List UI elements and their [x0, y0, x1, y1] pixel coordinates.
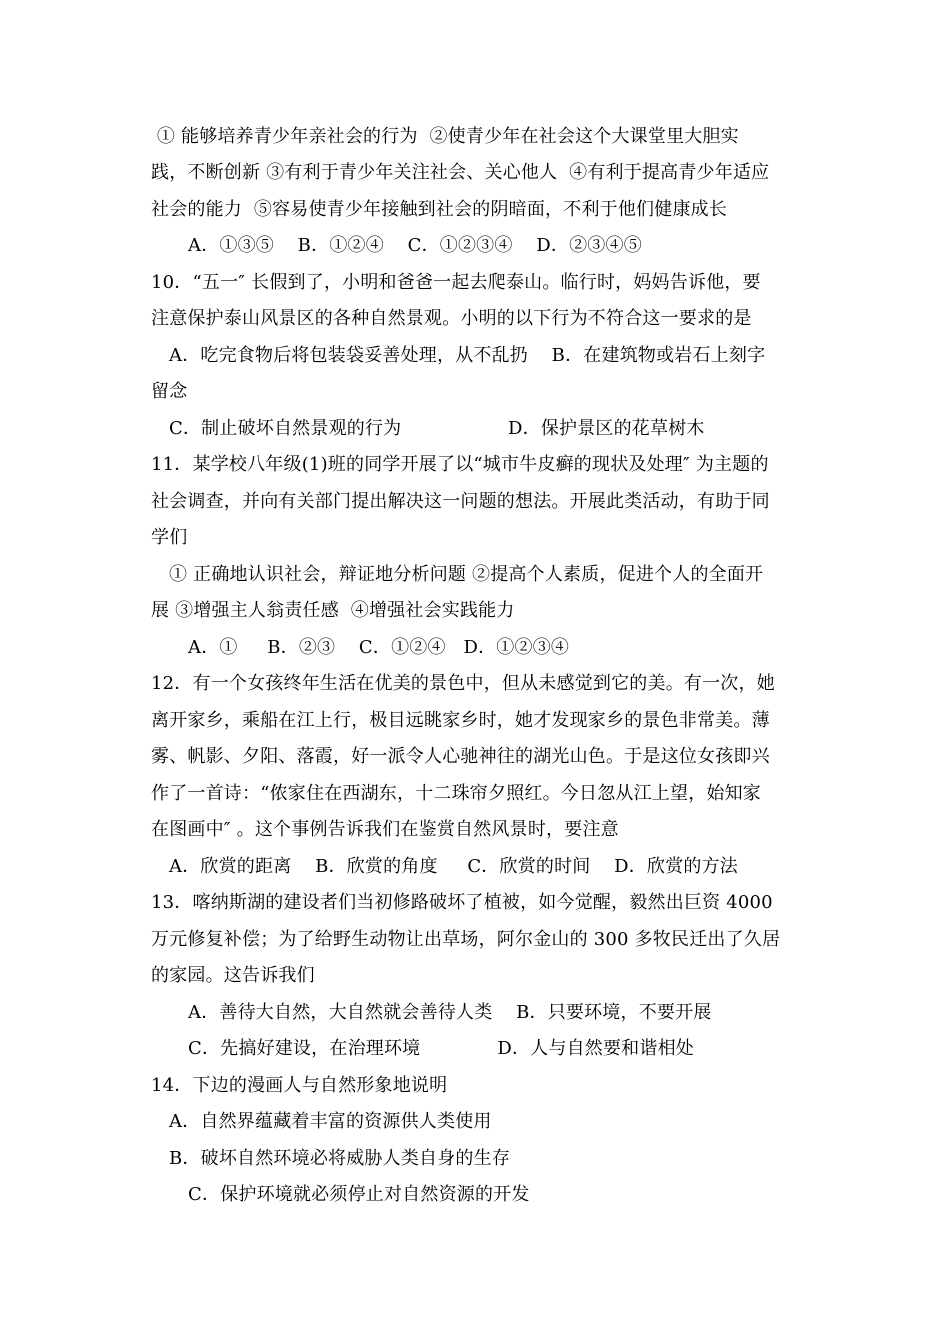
text-line: 12．有一个女孩终年生活在优美的景色中，但从未感觉到它的美。有一次，她	[151, 673, 775, 694]
text-line: 展 ③增强主人翁责任感 ④增强社会实践能力	[151, 600, 515, 621]
text-line: 作了一首诗：“侬家住在西湖东，十二珠帘夕照红。今日忽从江上望，始知家	[151, 783, 761, 804]
text-line: C．保护环境就必须停止对自然资源的开发	[188, 1184, 530, 1205]
text-line: ① 能够培养青少年亲社会的行为 ②使青少年在社会这个大课堂里大胆实	[151, 126, 739, 147]
text-line: 留念	[151, 381, 188, 402]
text-line: 践，不断创新 ③有利于青少年关注社会、关心他人 ④有利于提高青少年适应	[151, 162, 770, 183]
text-line: 14．下边的漫画人与自然形象地说明	[151, 1075, 448, 1096]
text-line: A．①③⑤ B．①②④ C．①②③④ D．②③④⑤	[188, 235, 642, 256]
text-line: A．欣赏的距离 B．欣赏的角度 C．欣赏的时间 D．欣赏的方法	[169, 856, 739, 877]
text-line: 学们	[151, 527, 188, 548]
text-line: B．破坏自然环境必将威胁人类自身的生存	[169, 1148, 511, 1169]
text-line: 社会的能力 ⑤容易使青少年接触到社会的阴暗面，不利于他们健康成长	[151, 199, 728, 220]
text-line: 的家园。这告诉我们	[151, 965, 315, 986]
text-line: 雾、帆影、夕阳、落霞，好一派令人心驰神往的湖光山色。于是这位女孩即兴	[151, 746, 770, 767]
text-line: A．自然界蕴藏着丰富的资源供人类使用	[169, 1111, 492, 1132]
text-line: 在图画中″ 。这个事例告诉我们在鉴赏自然风景时，要注意	[151, 819, 619, 840]
text-line: 万元修复补偿；为了给野生动物让出草场，阿尔金山的 300 多牧民迁出了久居	[151, 929, 781, 950]
text-line: 10．“五一″ 长假到了，小明和爸爸一起去爬泰山。临行时，妈妈告诉他，要	[151, 272, 761, 293]
text-line: 13．喀纳斯湖的建设者们当初修路破坏了植被，如今觉醒，毅然出巨资 4000	[151, 892, 773, 913]
text-line: 注意保护泰山风景区的各种自然景观。小明的以下行为不符合这一要求的是	[151, 308, 752, 329]
text-line: A．善待大自然，大自然就会善待人类 B．只要环境，不要开展	[188, 1002, 712, 1023]
text-line: 社会调查，并向有关部门提出解决这一问题的想法。开展此类活动，有助于同	[151, 491, 770, 512]
text-line: A．① B．②③ C．①②④ D．①②③④	[188, 637, 570, 658]
text-line: A．吃完食物后将包装袋妥善处理，从不乱扔 B．在建筑物或岩石上刻字	[169, 345, 766, 366]
text-line: 11．某学校八年级(1)班的同学开展了以“城市牛皮癣的现状及处理″ 为主题的	[151, 454, 769, 475]
text-line: C．制止破坏自然景观的行为 D．保护景区的花草树木	[169, 418, 705, 439]
text-line: ① 正确地认识社会，辩证地分析问题 ②提高个人素质，促进个人的全面开	[169, 564, 764, 585]
text-line: 离开家乡，乘船在江上行，极目远眺家乡时，她才发现家乡的景色非常美。薄	[151, 710, 770, 731]
text-line: C．先搞好建设，在治理环境 D．人与自然要和谐相处	[188, 1038, 694, 1059]
